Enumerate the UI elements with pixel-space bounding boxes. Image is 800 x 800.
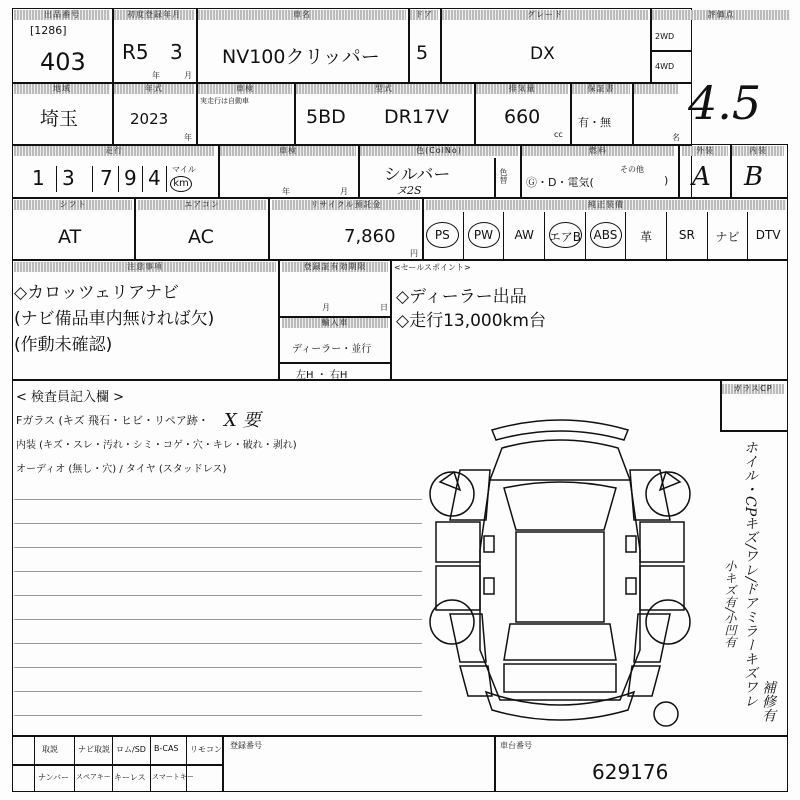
mileage-digit-1: 1 bbox=[32, 166, 45, 190]
score: 4.5 bbox=[688, 76, 762, 130]
note-line-1: ◇カロッツェリアナビ bbox=[14, 283, 180, 303]
drive-2wd: 2WD bbox=[655, 32, 675, 41]
color-change-label: 色替 bbox=[499, 168, 508, 184]
equipment-label: ABS bbox=[593, 228, 618, 242]
chassis-number: 629176 bbox=[592, 760, 669, 784]
mileage-unit: km bbox=[170, 176, 192, 192]
acc-keyless: キーレス bbox=[114, 773, 146, 782]
acc-remote: リモコン bbox=[190, 745, 222, 754]
equipment-ナビ bbox=[707, 212, 748, 260]
drive-4wd: 4WD bbox=[655, 62, 675, 71]
label-car-name: 車名 bbox=[198, 10, 406, 20]
acc-rom-sd: ロム/SD bbox=[116, 745, 146, 754]
exp-month-unit: 月 bbox=[340, 187, 348, 196]
equipment-circle-mark bbox=[549, 222, 582, 248]
label-first-reg: 初度登録年月 bbox=[114, 10, 194, 20]
fuel-other-label: その他 bbox=[620, 165, 644, 174]
era-month: 3 bbox=[170, 40, 183, 64]
acc-manual: 取説 bbox=[42, 745, 58, 754]
label-color: 色(ColNo) bbox=[360, 146, 518, 156]
side-notes-col1: ホイル・CPキズ/ワレ/ドアミラーキズワレ bbox=[742, 440, 758, 708]
color: シルバー bbox=[384, 165, 451, 185]
label-model-type: 型式 bbox=[296, 84, 472, 94]
yen-unit: 円 bbox=[410, 249, 418, 258]
warranty: 有・無 bbox=[578, 116, 611, 129]
equipment-label: PW bbox=[473, 228, 494, 242]
extra-unit: 名 bbox=[672, 133, 680, 142]
acc-bcas: B-CAS bbox=[154, 744, 179, 753]
label-glass-cp: ガラスCP bbox=[722, 384, 784, 394]
year-model: 2023 bbox=[130, 110, 169, 128]
sales-line-2: ◇走行13,000km台 bbox=[396, 311, 546, 331]
region: 埼玉 bbox=[40, 108, 79, 130]
equipment-abs bbox=[585, 212, 626, 260]
equipment-label: AW bbox=[514, 228, 534, 242]
lot-number: 403 bbox=[40, 48, 86, 76]
equipment-label: 革 bbox=[640, 230, 653, 244]
label-year-model: 年式 bbox=[114, 84, 194, 94]
equipment-label: PS bbox=[434, 228, 450, 242]
grade: DX bbox=[530, 44, 555, 64]
label-equipment: 純正装備 bbox=[426, 200, 786, 210]
month-unit: 月 bbox=[184, 71, 192, 80]
equipment-label: ナビ bbox=[715, 230, 740, 244]
equipment-dtv bbox=[747, 212, 788, 260]
lot-number-small: [1286] bbox=[30, 24, 67, 37]
acc-nav-manual: ナビ取説 bbox=[78, 745, 110, 754]
acc-spare-key: スペアキー bbox=[76, 773, 111, 781]
glass-mark: X 要 bbox=[224, 410, 261, 431]
year-model-unit: 年 bbox=[184, 133, 192, 142]
label-grade: グレード bbox=[442, 10, 648, 20]
model-type: DR17V bbox=[384, 106, 450, 128]
label-inspector: < 検査員記入欄 > bbox=[16, 390, 125, 405]
label-warranty: 保証書 bbox=[572, 84, 630, 94]
note-line-3: (作動未確認) bbox=[14, 335, 113, 355]
inspector-line-3: オーディオ (無し・穴) / タイヤ (スタッドレス) bbox=[16, 464, 227, 475]
label-ext-score: 外装 bbox=[682, 146, 728, 156]
label-displacement: 排気量 bbox=[476, 84, 568, 94]
mileage-digit-2: 3 bbox=[62, 166, 75, 190]
label-reg-validity: 登録証有効期限 bbox=[282, 262, 388, 272]
equipment-エアb bbox=[544, 212, 585, 260]
label-sales-point: <セールスポイント> bbox=[394, 263, 471, 272]
equipment-sr bbox=[666, 212, 707, 260]
import-value: ディーラー・並行 bbox=[292, 344, 372, 355]
displacement: 660 bbox=[504, 106, 541, 128]
equipment-label: SR bbox=[678, 228, 695, 242]
inspection-note: 実走行は自動車 bbox=[200, 97, 249, 105]
label-notes: 注意事項 bbox=[14, 262, 276, 272]
label-reg-number: 登録番号 bbox=[230, 741, 262, 750]
fuel-close: ) bbox=[664, 174, 669, 187]
equipment-label: エアB bbox=[548, 230, 581, 244]
label-shift: シフト bbox=[14, 200, 132, 210]
equipment-ps bbox=[422, 212, 463, 260]
label-score: 評価点 bbox=[652, 10, 790, 20]
car-name: NV100クリッパー bbox=[222, 46, 380, 68]
label-extra bbox=[634, 84, 678, 94]
handle-value: 左H ・ 右H bbox=[296, 370, 348, 381]
label-aircon: エアコン bbox=[138, 200, 266, 210]
color-code: ヌ2S bbox=[396, 184, 422, 197]
mileage-digit-4: 9 bbox=[124, 166, 137, 190]
label-vehicle-inspection: 車検 bbox=[198, 84, 292, 94]
int-score: B bbox=[744, 162, 764, 192]
equipment-row bbox=[422, 212, 788, 260]
recycle-fee: 7,860 bbox=[344, 226, 396, 247]
label-fuel: 燃料 bbox=[522, 146, 674, 156]
cc-unit: cc bbox=[554, 130, 563, 139]
reg-month-label: 月 bbox=[322, 303, 330, 312]
label-import: 輸入車 bbox=[282, 318, 388, 328]
label-mileage: 走行 bbox=[14, 146, 214, 156]
doors: 5 bbox=[416, 42, 429, 64]
sales-line-1: ◇ディーラー出品 bbox=[396, 287, 527, 307]
aircon: AC bbox=[188, 226, 214, 248]
equipment-circle-mark bbox=[468, 222, 501, 248]
inspector-line-1: Fガラス (キズ 飛石・ヒビ・リペア跡・ bbox=[16, 414, 209, 427]
mileage-digit-5: 4 bbox=[148, 166, 161, 190]
side-notes-col2: 小キズ有/小凹有 bbox=[723, 560, 737, 649]
equipment-pw bbox=[463, 212, 504, 260]
label-chassis: 車台番号 bbox=[500, 741, 532, 750]
equipment-aw bbox=[503, 212, 544, 260]
car-damage-diagram bbox=[420, 410, 700, 730]
model-type-prefix: 5BD bbox=[306, 106, 346, 128]
label-region: 地域 bbox=[14, 84, 110, 94]
year-unit: 年 bbox=[152, 71, 160, 80]
label-inspection-exp: 車検 bbox=[220, 146, 356, 156]
label-doors: ドア bbox=[410, 10, 438, 20]
mileage-digit-3: 7 bbox=[100, 166, 113, 190]
ext-score: A bbox=[692, 162, 711, 192]
reg-day-label: 日 bbox=[380, 303, 388, 312]
equipment-circle-mark bbox=[590, 222, 623, 248]
side-notes-col3: 補修有 bbox=[760, 680, 776, 722]
label-lot-no: 出品番号 bbox=[14, 10, 110, 20]
fuel-options: Ⓖ・D・電気( bbox=[526, 176, 594, 189]
equipment-label: DTV bbox=[755, 228, 781, 242]
shift: AT bbox=[58, 226, 82, 248]
label-recycle: リサイクル預託金 bbox=[272, 200, 420, 210]
acc-number: ナンバー bbox=[38, 773, 70, 782]
era: R5 bbox=[122, 40, 149, 64]
equipment-革 bbox=[625, 212, 666, 260]
equipment-circle-mark bbox=[426, 222, 459, 248]
acc-smart-key: スマートキー bbox=[152, 773, 194, 781]
note-line-2: (ナビ備品車内無ければ欠) bbox=[14, 309, 215, 329]
outer-frame bbox=[12, 8, 692, 198]
exp-year-unit: 年 bbox=[282, 187, 290, 196]
mileage-unit-top: マイル bbox=[172, 165, 196, 174]
label-int-score: 内装 bbox=[732, 146, 784, 156]
ruled-lines bbox=[14, 476, 422, 732]
inspector-line-2: 内装 (キズ・スレ・汚れ・シミ・コゲ・穴・キレ・破れ・剥れ) bbox=[16, 440, 297, 451]
